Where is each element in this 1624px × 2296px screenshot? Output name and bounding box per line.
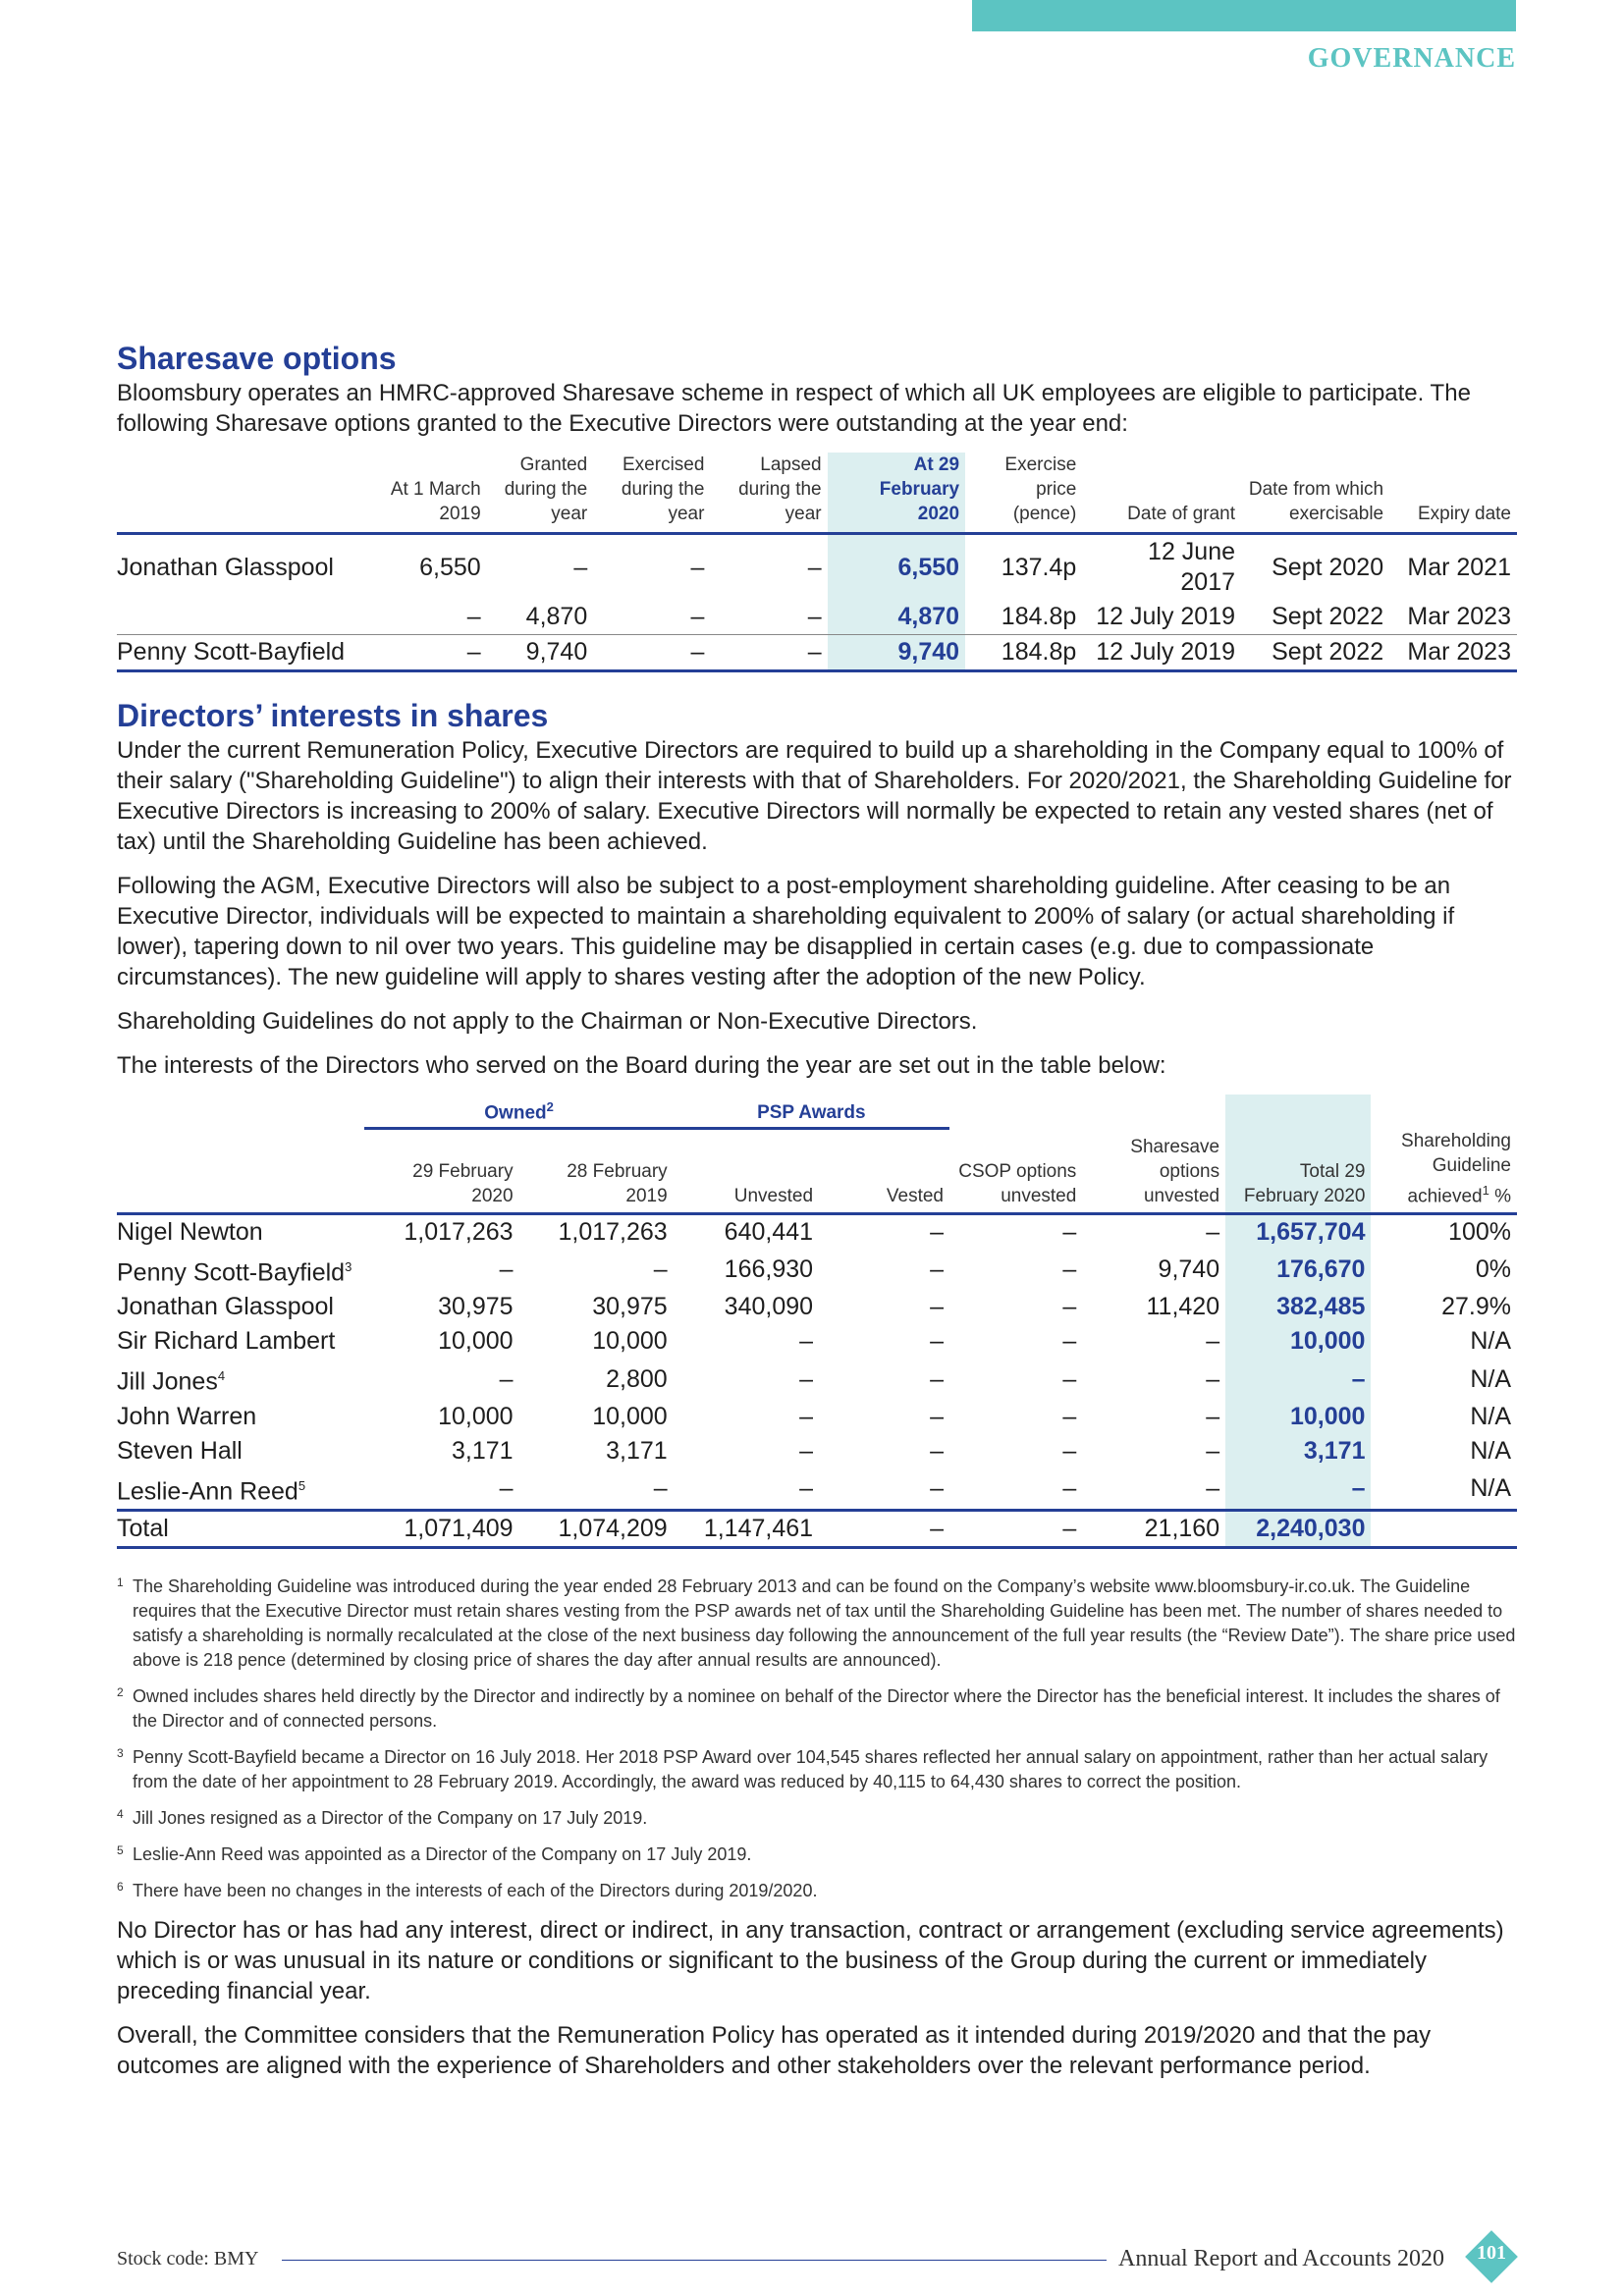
main-content: [117, 339, 1517, 2095]
director-name: Steven Hall: [117, 1436, 243, 1465]
footnote: 6 There have been no changes in the interests of each of the Directors during 2019/2020.: [117, 1880, 818, 1901]
table-cell: 12 June 2017: [1148, 538, 1236, 596]
table-cell: –: [499, 1473, 514, 1502]
table-cell: 1,071,409: [364, 1511, 518, 1548]
table-cell: Mar 2023: [1407, 603, 1511, 630]
director-name: Nigel Newton: [117, 1218, 263, 1247]
table-cell: 12 July 2019: [1082, 635, 1241, 671]
sharesave-header-row: [117, 453, 1517, 534]
closing-paragraph: Overall, the Committee considers that the Remuneration Policy has operated as it intended during 2019/2020 and that the pay outcomes are aligned with the experience of Shareholders and other stakeholders over the relevant performance period.: [117, 2022, 1432, 2080]
table-cell: 1,147,461: [674, 1511, 819, 1548]
table-cell: N/A: [1470, 1327, 1511, 1356]
director-name: John Warren: [117, 1402, 257, 1430]
report-title: Annual Report and Accounts 2020: [1118, 2246, 1444, 2271]
col-header: Granted during the year: [487, 453, 594, 534]
table-cell: 6,550: [419, 553, 481, 581]
table-cell: –: [1225, 1468, 1371, 1511]
director-name: Sir Richard Lambert: [117, 1327, 336, 1356]
table-cell: 9,740: [1158, 1255, 1220, 1284]
table-cell: 184.8p: [965, 635, 1082, 671]
col-header: Shareholding Guideline achieved$^1$ %: [1371, 1129, 1517, 1214]
directors-interests-table: [117, 1095, 1517, 1549]
top-accent-bar: [972, 0, 1516, 31]
director-name: Total: [117, 1511, 364, 1548]
table-cell: 10,000: [1225, 1324, 1371, 1359]
page-number: 101: [1477, 2242, 1506, 2264]
di-body: [117, 1214, 1517, 1548]
table-cell: 1,657,704: [1225, 1214, 1371, 1251]
table-cell: 137.4p: [1001, 553, 1077, 581]
table-cell: –: [380, 635, 487, 671]
table-cell: 30,975: [592, 1293, 668, 1321]
col-header: Exercised during the year: [593, 453, 710, 534]
col-header: Vested: [819, 1129, 949, 1214]
footnote: 4 Jill Jones resigned as a Director of the Company on 17 July 2019.: [117, 1807, 648, 1829]
footnotes: [117, 1575, 1517, 1903]
col-header: Sharesave options unvested: [1082, 1129, 1225, 1214]
table-cell: –: [466, 603, 481, 630]
table-cell: –: [1062, 1327, 1077, 1356]
table-cell: 3,171: [606, 1436, 668, 1465]
table-cell: [1371, 1511, 1517, 1548]
sharesave-table: [117, 453, 1517, 672]
director-name: Jonathan Glasspool: [117, 1293, 334, 1321]
table-cell: –: [593, 635, 710, 671]
interests-paragraph: Following the AGM, Executive Directors will also be subject to a post-employment shareholding guideline. After ceasing to be an Executive Director, individuals will be expected to maintain a shareholding equivalent to 200% of salary (or actual shareholding if lower), tapering down to nil over two years. This guideline may be disapplied in certain cases (e.g. due to compassionate circumstances). The new guideline will apply to shares vesting after the adoption of the new Policy.: [117, 873, 1455, 990]
table-cell: 382,485: [1225, 1290, 1371, 1324]
table-cell: Sept 2022: [1272, 603, 1384, 630]
section-label: GOVERNANCE: [1307, 43, 1516, 74]
table-row: [117, 1434, 1517, 1468]
table-cell: 6,550: [828, 534, 965, 601]
table-cell: –: [949, 1511, 1082, 1548]
footnote: 3 Penny Scott-Bayfield became a Director on 16 July 2018. Her 2018 PSP Award over 104,545 shares reflected her annual salary on appointment, rather than her actual salary from the date of her appointment to 28 February 2019. Accordingly, the award was reduced by 40,115 to 64,430 shares to correct the position.: [117, 1746, 1489, 1792]
table-cell: –: [930, 1473, 944, 1502]
col-header: Unvested: [674, 1129, 819, 1214]
sharesave-intro: Bloomsbury operates an HMRC-approved Sharesave scheme in respect of which all UK employees are eligible to participate. The following Sharesave options granted to the Executive Directors were outstanding at the year end:: [117, 380, 1471, 437]
table-cell: –: [499, 1255, 514, 1284]
owned-group-header: Owned$^2$: [364, 1095, 673, 1129]
table-cell: –: [930, 1293, 944, 1321]
interests-heading: Directors’ interests in shares: [117, 698, 549, 733]
footnote: 2 Owned includes shares held directly by the Director and indirectly by a nominee on behalf of the Director where the Director has the beneficial interest. It includes the shares of the Director and of connected persons.: [117, 1685, 1500, 1732]
table-cell: –: [799, 1473, 814, 1502]
interests-paragraph: The interests of the Directors who served on the Board during the year are set out in the table below:: [117, 1052, 1166, 1079]
table-cell: –: [690, 603, 705, 630]
table-cell: –: [1206, 1364, 1220, 1393]
table-cell: 3,171: [452, 1436, 514, 1465]
col-header: [117, 453, 380, 534]
col-header: Lapsed during the year: [710, 453, 827, 534]
table-row: [117, 1290, 1517, 1324]
table-cell: 0%: [1475, 1255, 1511, 1284]
table-cell: 10,000: [438, 1402, 514, 1430]
table-cell: 640,441: [724, 1218, 814, 1247]
table-cell: –: [1062, 1255, 1077, 1284]
table-cell: 11,420: [1146, 1293, 1220, 1321]
table-cell: N/A: [1470, 1436, 1511, 1465]
table-cell: –: [799, 1327, 814, 1356]
table-cell: [117, 600, 380, 635]
table-cell: N/A: [1470, 1402, 1511, 1430]
table-cell: Jonathan Glasspool: [117, 553, 334, 581]
table-cell: 27.9%: [1441, 1293, 1511, 1321]
director-name: Leslie-Ann Reed$^5$: [117, 1477, 306, 1506]
table-cell: 4,870: [525, 603, 588, 630]
table-cell: –: [653, 1473, 668, 1502]
col-header: Total 29 February 2020: [1225, 1129, 1371, 1214]
table-cell: 340,090: [724, 1293, 814, 1321]
table-cell: 10,000: [438, 1327, 514, 1356]
col-header: CSOP options unvested: [949, 1129, 1082, 1214]
table-cell: –: [819, 1511, 949, 1548]
table-row: [117, 534, 1517, 601]
director-name: Jill Jones$^4$: [117, 1367, 226, 1396]
table-cell: 10,000: [592, 1327, 668, 1356]
table-cell: 2,800: [606, 1364, 668, 1393]
table-row: [117, 1324, 1517, 1359]
stock-code: Stock code: BMY: [117, 2248, 259, 2269]
page-footer: [117, 2238, 1517, 2277]
table-cell: N/A: [1470, 1364, 1511, 1393]
footnote: 1 The Shareholding Guideline was introduced during the year ended 28 February 2013 and can be found on the Company’s website www.bloomsbury-ir.co.uk. The Guideline requires that the Executive Director must retain shares vesting from the PSP awards net of tax until the Shareholding Guideline has been met. The number of shares needed to satisfy a shareholding is normally recalculated at the close of the next business day following the announcement of the full year results (the “Review Date”). The share price used above is 218 pence (determined by closing price of shares the day after annual results are announced).: [117, 1575, 1516, 1671]
table-cell: 9,740: [828, 635, 965, 671]
table-cell: 2,240,030: [1225, 1511, 1371, 1548]
table-cell: –: [690, 553, 705, 581]
col-header: Expiry date: [1389, 453, 1517, 534]
table-row: [117, 1250, 1517, 1290]
table-cell: 9,740: [487, 635, 594, 671]
table-cell: Penny Scott-Bayfield: [117, 635, 380, 671]
col-header: 28 February 2019: [519, 1129, 674, 1214]
table-cell: 10,000: [592, 1402, 668, 1430]
table-cell: 166,930: [724, 1255, 814, 1284]
table-cell: 21,160: [1082, 1511, 1225, 1548]
page-number-badge: [1465, 2230, 1518, 2283]
table-cell: –: [653, 1255, 668, 1284]
table-row: [117, 600, 1517, 635]
table-cell: 1,017,263: [558, 1218, 668, 1247]
table-cell: N/A: [1470, 1473, 1511, 1502]
table-cell: –: [930, 1218, 944, 1247]
closing-paragraph: No Director has or has had any interest, direct or indirect, in any transaction, contract or arrangement (excluding service agreements) which is or was unusual in its nature or conditions or significant to the business of the Group during the current or immediately preceding financial year.: [117, 1917, 1504, 2005]
table-cell: 12 July 2019: [1096, 603, 1236, 630]
table-cell: 1,017,263: [404, 1218, 514, 1247]
table-cell: –: [1062, 1218, 1077, 1247]
table-cell: Sept 2020: [1272, 553, 1384, 581]
table-cell: –: [930, 1436, 944, 1465]
interests-paragraph: Shareholding Guidelines do not apply to the Chairman or Non-Executive Directors.: [117, 1008, 978, 1035]
total-row: [117, 1511, 1517, 1548]
table-row: [117, 635, 1517, 671]
table-cell: –: [807, 603, 822, 630]
col-header: [117, 1129, 364, 1214]
table-cell: –: [799, 1364, 814, 1393]
table-cell: –: [930, 1327, 944, 1356]
di-header-row: [117, 1129, 1517, 1214]
table-cell: –: [930, 1364, 944, 1393]
footer-rule: [282, 2260, 1107, 2261]
table-cell: –: [930, 1402, 944, 1430]
table-cell: –: [1062, 1293, 1077, 1321]
group-header-row: [117, 1095, 1517, 1129]
director-name: Penny Scott-Bayfield$^3$: [117, 1258, 352, 1287]
table-cell: –: [499, 1364, 514, 1393]
table-cell: –: [799, 1436, 814, 1465]
footnote: 5 Leslie-Ann Reed was appointed as a Director of the Company on 17 July 2019.: [117, 1843, 752, 1865]
sharesave-heading: Sharesave options: [117, 341, 397, 376]
table-cell: –: [1206, 1327, 1220, 1356]
table-cell: 100%: [1448, 1218, 1511, 1247]
table-cell: –: [1062, 1402, 1077, 1430]
table-cell: 184.8p: [1001, 603, 1077, 630]
table-row: [117, 1359, 1517, 1399]
table-cell: Mar 2023: [1389, 635, 1517, 671]
table-cell: 30,975: [438, 1293, 514, 1321]
col-header: At 1 March 2019: [380, 453, 487, 534]
table-cell: 1,074,209: [519, 1511, 674, 1548]
col-header: Exercise price (pence): [965, 453, 1082, 534]
table-row: [117, 1400, 1517, 1434]
table-cell: –: [573, 553, 588, 581]
table-cell: –: [1206, 1473, 1220, 1502]
table-cell: Sept 2022: [1241, 635, 1389, 671]
col-header: 29 February 2020: [364, 1129, 518, 1214]
table-cell: –: [799, 1402, 814, 1430]
table-cell: –: [1225, 1359, 1371, 1399]
table-row: [117, 1468, 1517, 1511]
table-cell: –: [930, 1255, 944, 1284]
table-cell: 176,670: [1225, 1250, 1371, 1290]
table-cell: –: [710, 635, 827, 671]
table-cell: Mar 2021: [1407, 553, 1511, 581]
col-header: Date from which exercisable: [1241, 453, 1389, 534]
table-cell: –: [1062, 1473, 1077, 1502]
psp-group-header: PSP Awards: [674, 1095, 949, 1129]
table-cell: 3,171: [1225, 1434, 1371, 1468]
table-cell: –: [807, 553, 822, 581]
col-header: Date of grant: [1082, 453, 1241, 534]
table-cell: –: [1062, 1436, 1077, 1465]
interests-paragraph: Under the current Remuneration Policy, Executive Directors are required to build up a shareholding in the Company equal to 100% of their salary ("Shareholding Guideline") to align their interests with that of Shareholders. For 2020/2021, the Shareholding Guideline for Executive Directors is increasing to 200% of salary. Executive Directors will normally be expected to retain any vested shares (net of tax) until the Shareholding Guideline has been achieved.: [117, 737, 1512, 855]
table-cell: 4,870: [828, 600, 965, 635]
col-header: At 29 February 2020: [828, 453, 965, 534]
table-row: [117, 1214, 1517, 1251]
table-cell: –: [1206, 1436, 1220, 1465]
table-cell: 10,000: [1225, 1400, 1371, 1434]
table-cell: –: [1062, 1364, 1077, 1393]
table-cell: –: [1206, 1402, 1220, 1430]
table-cell: –: [1206, 1218, 1220, 1247]
